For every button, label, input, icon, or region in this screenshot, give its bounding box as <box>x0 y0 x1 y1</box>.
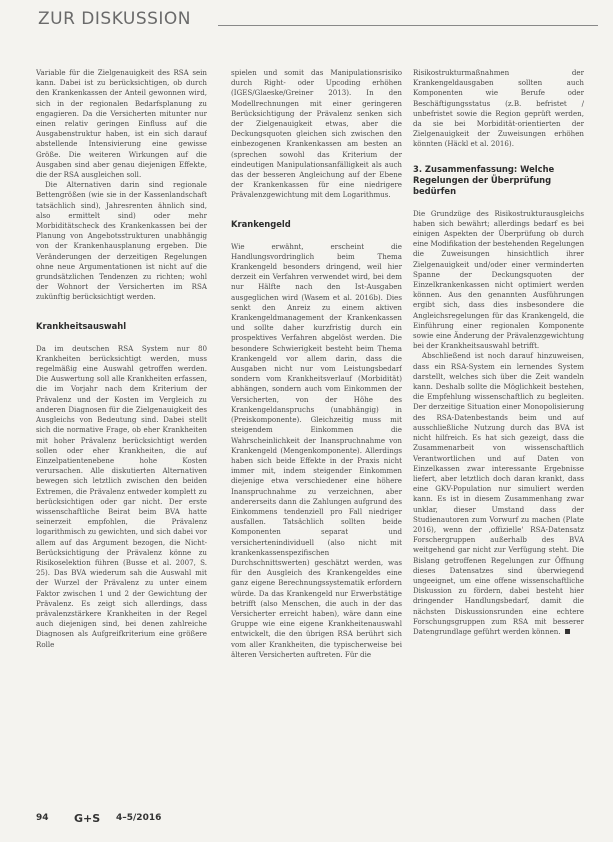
page-header <box>38 9 598 31</box>
section-heading: 3. Zusammenfassung: Welche Regelungen der Überprüfung bedürfen <box>413 163 555 196</box>
paragraph: Wie erwähnt, erscheint die Handlungsvordringlich beim Thema Krankengeld besonders dringend, weil hier derzeit ein Verfahren verwendet wird, bei dem nur Hälfte nach den Ist-Ausgaben ausgeglichen wird (Wasem et al. 2016b). Dies senkt den Anreiz zu einem aktiven Krankengeldmanagement der Krankenkassen und sollte daher kurzfristig durch ein prospektives Verfahren abgelöst werden. Die besondere Schwierigkeit besteht beim Thema Krankengeld vor allem darin, dass die Ausgaben nicht nur vom Leistungsbedarf sondern vom Krankheitsverlauf (Morbidität) abhängen, sondern auch vom Einkommen der Versicherten, von der Höhe des Krankengeldanspruchs (unabhängig) in (Preiskomponente). Gleichzeitig muss mit steigendem Einkommen die Wahrscheinlichkeit der Inanspruchnahme von Krankengeld (Mengenkomponente). Allerdings haben sich beide Effekte in der Praxis nicht immer mit, indem steigender Einkommen diejenige etwa verschiedener eine höhere Inanspruchnahme zu verzeichnen, aber andererseits dann die Zahlungen aufgrund des Einkommens tendenziell pro Fall niedriger ausfallen. Tatsächlich sollten beide Komponenten separat und versichertenindividuell (also nicht mit krankenkassenspezifischen Durchschnittswerten) geschätzt werden, was für den Ausgleich des Krankengeldes eine ganz eigene Berechnungssystematik erfordern würde. Da das Krankengeld nur Erwerbstätige betrifft (also Menschen, die auch in der das Versicherter erreicht haben), wäre dann eine Gruppe wie eine eigene Krankheitenauswahl entwickelt, die den übrigen RSA berührt sich vom aller Krankheiten, die typischerweise bei älteren Versicherten auftreten. Für die <box>231 241 402 659</box>
column-3 <box>413 68 584 810</box>
paragraph: Variable für die Zielgenauigkeit des RSA sein kann. Dabei ist zu berücksichtigen, ob durch den Krankenkassen der Anteil gewonnen wird, sich in der regionalen Bedarfsplanung zu engagieren. Da die Versicherten mitunter nur einen relativ geringen Einfluss auf die Ausgabenstruktur haben, ist ein sich darauf abstellende Intensivierung eine gewisse Größe. Die weiteren Wirkungen auf die Ausgaben sind aber genau diejenigen Effekte, die der RSA ausgleichen soll. <box>36 68 207 180</box>
magazine-logo: G+S <box>74 812 101 825</box>
page-footer <box>36 812 336 826</box>
issue-label: 4–5/2016 <box>116 813 162 823</box>
paragraph: Die Alternativen darin sind regionale Bettengrößen (wie sie in der Kassenlandschaft tatsächlich sind), Jahresrenten ähnlich sind, also ermittelt sind) oder mehr Morbiditätscheck des Krankenkassen bei der Planung von Angebotsstrukturen unabhängig von der Krankenhausplanung ergeben. Die Veränderungen der derzeitigen Regelungen ohne neue Argumentationen ist nicht auf die grundsätzlichen Tendenzen zu richten; wohl der Wohnort der Versicherten im RSA zukünftig berücksichtigt werden. <box>36 180 207 302</box>
page-number: 94 <box>36 813 49 823</box>
header-rule <box>218 25 598 26</box>
end-of-article-mark <box>565 629 570 634</box>
section-heading: Krankheitsauswahl <box>36 320 127 331</box>
column-2 <box>231 68 402 810</box>
paragraph-text: Abschließend ist noch darauf hinzuweisen, dass ein RSA-System ein lernendes System darstellt, welches sich über die Zeit wandeln kann. Deshalb sollte die Möglichkeit bestehen, die Empfehlung wissenschaftlich zu begleiten. Der derzeitige Situation einer Monopolisierung des RSA-Datenbestands beim und auf ausschließliche Nutzung durch das BVA ist nicht hilfreich. Es hat sich gezeigt, dass die Zusammenarbeit von wissenschaftlich Verantwortlichen und auf Daten von Einzelkassen zwar interessante Ergebnisse liefert, aber letztlich doch daran krankt, dass eine GKV-Population nur simuliert werden kann. Es ist in diesem Zusammenhang zwar unklar, dieser Umstand dass der Studienautoren zum Vorwurf zu machen (Plate 2016), wenn der ‚offizielle' RSA-Datensatz Forschergruppen außerhalb des BVA weitgehend gar nicht zur Verfügung steht. Die Bislang getroffenen Regelungen zur Öffnung dieses Datensatzes sind überwiegend ungeeignet, um eine offene wissenschaftliche Diskussion zu fördern, dabei besteht hier dringender Handlungsbedarf, damit die nächsten Diskussionsrunden eine echtere Forschungsgruppen zum RSA mit besserer Datengrundlage geführt werden können. <box>413 351 584 636</box>
paragraph: Risikostrukturmaßnahmen der Krankengeldausgaben sollten auch Komponenten wie Berufe oder Beschäftigungsstatus (z.B. befristet / unbefristet sowie die Region geprüft werden, da sie bei Morbidität-orientierten der Zielgenauigkeit der Zuweisungen erhöhen könnten (Häckl et al. 2016). <box>413 68 584 149</box>
column-1 <box>36 68 207 810</box>
section-title: ZUR DISKUSSION <box>38 9 192 29</box>
section-heading: Krankengeld <box>231 218 291 229</box>
paragraph-last <box>413 351 584 637</box>
paragraph: spielen und somit das Manipulationsrisiko durch Right- oder Upcoding erhöhen (IGES/Glaeske/Greiner 2013). In den Modellrechnungen mit einer geringeren Berücksichtigung der Prävalenz senken sich der Zielgenauigkeit etwas, aber die Deckungsquoten gleichen sich zwischen den einbezogenen Krankenkassen am besten an (sprechen sowohl das Kriterium der eindeutigen Manipulationsanfälligkeit als auch das der besseren Angleichung auf der Ebene der Krankenkassen für eine niedrigere Prävalenzgewichtung mit dem Logarithmus. <box>231 68 402 200</box>
paragraph: Da im deutschen RSA System nur 80 Krankheiten berücksichtigt werden, muss regelmäßig eine Auswahl getroffen werden. Die Auswertung soll alle Krankheiten erfassen, die im Vorjahr nach dem Kriterium der Prävalenz und der Kosten im Vergleich zu anderen Diagnosen für die Zielgenauigkeit des Ausgleichs von Bedeutung sind. Dabei stellt sich die normative Frage, ob eher Krankheiten mit hoher Prävalenz berücksichtigt werden sollen oder eher Krankheiten, die auf Einzelpatientenebene hohe Kosten verursachen. Alle diskutierten Alternativen bewegen sich letztlich zwischen den beiden Extremen, die Prävalenz entweder komplett zu berücksichtigen oder gar nicht. Der erste wissenschaftliche Beirat beim BVA hatte seinerzeit empfohlen, die Prävalenz logarithmisch zu gewichten, und sich dabei vor allem auf das Argument bezogen, die Nicht-Berücksichtigung der Prävalenz könne zu Risikoselektion führen (Busse et al. 2007, S. 25). Das BVA wiederum sah die Auswahl mit der Wurzel der Prävalenz zu unter einem Faktor zwischen 1 und 2 der Gewichtung der Prävalenz. Es zeigt sich allerdings, dass prävalenzstärkere Krankheiten in der Regel auch diejenigen sind, bei denen zahlreiche Diagnosen als Aufgreifkriterium eine größere Rolle <box>36 343 207 649</box>
paragraph: Die Grundzüge des Risikostrukturausgleichs haben sich bewährt; allerdings bedarf es bei einigen Aspekten der Überprüfung ob durch eine Modifikation der bestehenden Regelungen die Zuweisungen hinsichtlich ihrer Zielgenauigkeit und/oder einer verminderten Spanne der Deckungsquoten der Einzelkrankenkassen nicht optimiert werden können. Aus den genannten Ausführungen ergibt sich, dass dies insbesondere die Angleichsregelungen für das Krankengeld, die Einführung einer regionalen Komponente sowie eine Änderung der Prävalenzgewichtung bei der Krankheitsauswahl betrifft. <box>413 208 584 351</box>
